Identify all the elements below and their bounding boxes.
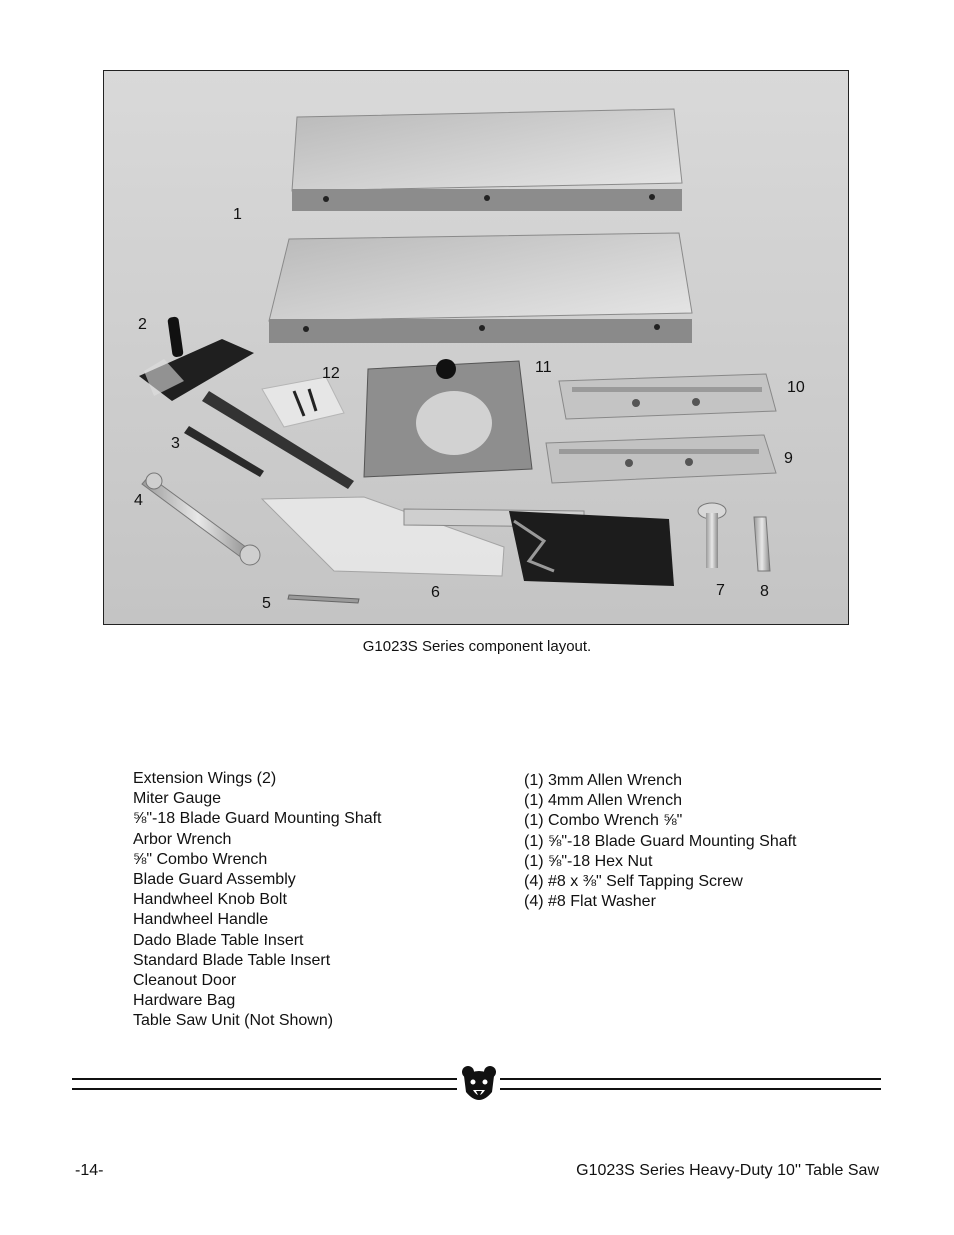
inventory-item: Miter Gauge [133, 790, 222, 808]
inventory-item: Hardware Bag [133, 992, 236, 1010]
callout-2: 2 [138, 316, 147, 333]
callout-9: 9 [784, 450, 793, 467]
hardware-item: (1) ⅝"-18 Hex Nut [524, 852, 653, 870]
page-number: -14- [75, 1162, 104, 1179]
hardware-item: (1) 3mm Allen Wrench [524, 772, 682, 789]
cleanout-door [364, 359, 532, 477]
footer-rule-right-top [500, 1078, 881, 1080]
extension-wing-upper [292, 109, 682, 211]
callout-4: 4 [134, 492, 143, 509]
inventory-list-right [524, 771, 797, 912]
hardware-item: (4) #8 Flat Washer [524, 893, 656, 911]
figure-caption: G1023S Series component layout. [362, 638, 592, 655]
inventory-item: Table Saw Unit (Not Shown) [133, 1012, 334, 1030]
inventory-item: Cleanout Door [133, 972, 237, 990]
footer-rule-right-bottom [500, 1088, 881, 1090]
component-illustration [104, 71, 848, 624]
component-photo [103, 70, 849, 625]
inventory-item: Handwheel Handle [133, 911, 269, 929]
callout-1: 1 [233, 206, 242, 223]
inventory-item: Blade Guard Assembly [133, 871, 296, 889]
callout-12: 12 [322, 365, 340, 382]
inventory-item: ⅝"-18 Blade Guard Mounting Shaft [133, 810, 382, 828]
extension-wing-lower [269, 233, 692, 343]
inventory-item: Handwheel Knob Bolt [133, 891, 287, 909]
callout-3: 3 [171, 435, 180, 452]
inventory-item: ⅝" Combo Wrench [133, 850, 268, 868]
hardware-item: (4) #8 x ⅜" Self Tapping Screw [524, 873, 743, 891]
inventory-item: Standard Blade Table Insert [133, 951, 331, 969]
dado-insert [559, 374, 776, 419]
inventory-item: Dado Blade Table Insert [133, 931, 304, 949]
inventory-item: Arbor Wrench [133, 830, 232, 848]
hardware-item: (1) 4mm Allen Wrench [524, 792, 682, 810]
callout-11: 11 [535, 359, 552, 376]
callout-6: 6 [431, 584, 440, 601]
footer-rule-left-bottom [72, 1088, 457, 1090]
inventory-list-left [133, 769, 382, 1032]
inventory-item: Extension Wings (2) [133, 770, 277, 787]
hardware-item: (1) ⅝"-18 Blade Guard Mounting Shaft [524, 832, 797, 850]
callout-10: 10 [787, 379, 805, 396]
callout-5: 5 [262, 595, 271, 612]
footer-rule-left-top [72, 1078, 457, 1080]
callout-7: 7 [716, 582, 725, 599]
hardware-item: (1) Combo Wrench ⅝" [524, 812, 683, 830]
bear-logo-icon [460, 1064, 498, 1106]
manual-title: G1023S Series Heavy-Duty 10'' Table Saw [576, 1162, 879, 1179]
callout-8: 8 [760, 583, 769, 600]
